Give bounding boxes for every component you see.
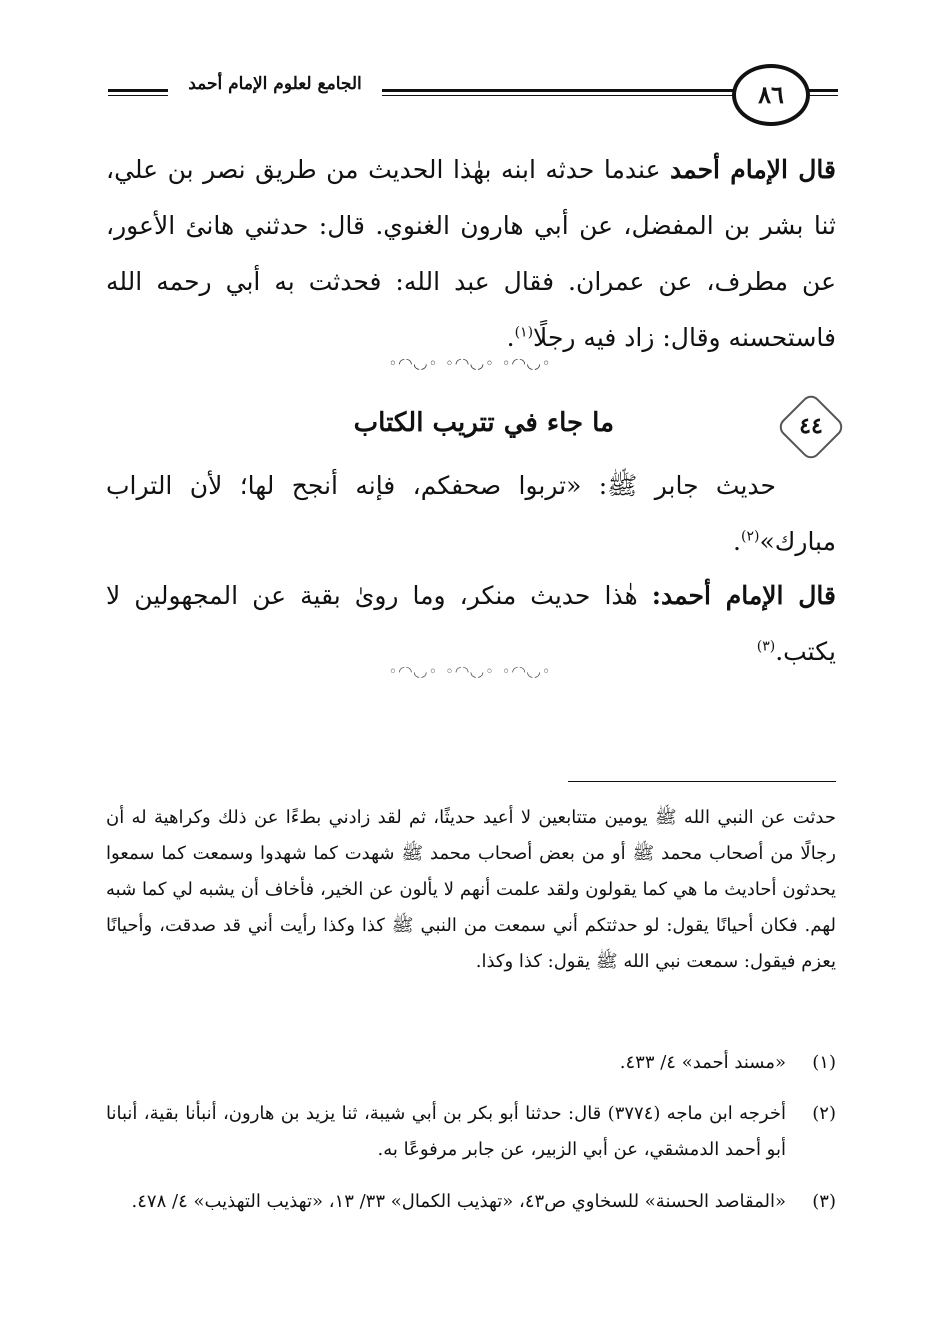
page-number: ٨٦	[732, 64, 810, 126]
paragraph-1	[106, 142, 836, 366]
footnote-text: أخرجه ابن ماجه (٣٧٧٤) قال: حدثنا أبو بكر بن أبي شيبة، ثنا يزيد بن هارون، أنبأنا بقية، أنبانا أبو أحمد الدمشقي، عن أبي الزبير، عن جابر مرفوعًا به.	[106, 1103, 786, 1160]
footnote-continuation: حدثت عن النبي الله ﷺ يومين متتابعين لا أعيد حديثًا، ثم لقد زادني بطءًا عن ذلك وكراهية له أن رجالًا من أصحاب محمد ﷺ أو من بعض أصحاب محمد ﷺ شهدت كما شهدوا وسمعت كما سمعوا يحدثون أحاديث ما هي كما يقولون ولقد علمت أنهم لا يألون عن الخير، فأخاف أن يشبه لي كما شبه لهم. فكان أحيانًا يقول: لو حدثتكم أني سمعت من النبي ﷺ كذا وكذا رأيت أني قد صدقت، وأحيانًا يعزم فيقول: سمعت نبي الله ﷺ يقول: كذا وكذا.	[106, 807, 836, 972]
header-rule	[108, 95, 168, 96]
paragraph-end: .	[506, 323, 515, 352]
section-title: ما جاء في تتريب الكتاب	[353, 408, 614, 438]
footnote-ref: (١)	[514, 324, 534, 341]
footnote-ref: (٣)	[756, 638, 776, 655]
footnote-number: (١)	[812, 1052, 836, 1073]
paragraph-lead: قال الإمام أحمد	[670, 155, 836, 184]
ornament-divider: ◦◞◟◝◜◦ ◦◞◟◝◜◦ ◦◞◟◝◜◦	[388, 664, 553, 680]
footnote-ref: (٢)	[741, 528, 760, 545]
footnote-item	[106, 1096, 836, 1168]
header-rule	[808, 89, 838, 92]
footnote-number: (٣)	[812, 1191, 836, 1212]
section-number: ٤٤	[799, 413, 823, 439]
section-heading	[106, 400, 836, 450]
paragraph-text: عندما حدثه ابنه بهٰذا الحديث من طريق نصر بن علي، ثنا بشر بن المفضل، عن أبي هارون الغنوي. قال: حدثني هانئ الأعور، عن مطرف، عن عمران. فقال عبد الله: فحدثت به أبي رحمه الله فاستحسنه وقال: زاد فيه رجلًا	[106, 155, 836, 352]
paragraph-2	[106, 458, 836, 570]
footnote-text: «مسند أحمد» ٤/ ٤٣٣.	[619, 1052, 786, 1073]
page-header	[100, 58, 840, 128]
paragraph-lead: قال الإمام أحمد:	[651, 581, 836, 610]
paragraph-text: حديث جابر ﷺ: «تربوا صحفكم، فإنه أنجح لها؛ لأن التراب مبارك»	[106, 471, 836, 556]
running-title: الجامع لعلوم الإمام أحمد	[188, 74, 362, 94]
header-rule	[108, 89, 168, 92]
footnote-item	[106, 1045, 836, 1081]
paragraph-text: هٰذا حديث منكر، وما رویٰ بقية عن المجهولين لا يكتب.	[106, 581, 836, 666]
footnote-number: (٢)	[812, 1103, 836, 1124]
paragraph-end: .	[733, 527, 741, 556]
header-rule	[808, 95, 838, 96]
footnote-item	[106, 1184, 836, 1220]
ornament-divider: ◦◞◟◝◜◦ ◦◞◟◝◜◦ ◦◞◟◝◜◦	[388, 356, 553, 372]
footnote-separator	[568, 781, 836, 782]
footnote-text: «المقاصد الحسنة» للسخاوي ص٤٣، «تهذيب الكمال» ٣٣/ ١٣، «تهذيب التهذيب» ٤/ ٤٧٨.	[131, 1191, 786, 1212]
